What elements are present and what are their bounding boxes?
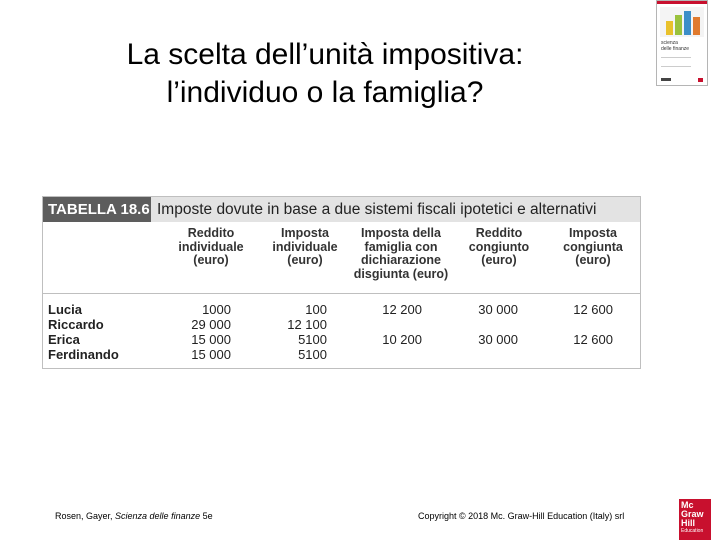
cell-lucia-imposta-congiunta: 12 600 <box>573 302 613 317</box>
cell-erica-reddito-individuale: 15 000 <box>191 332 231 347</box>
column-header-reddito-congiunto: Reddito congiunto (euro) <box>468 226 530 267</box>
tax-table <box>42 196 641 369</box>
footer-copyright: Copyright © 2018 Mc. Graw-Hill Education (Italy) srl <box>418 511 625 521</box>
footer-authors: Rosen, Gayer, <box>55 511 116 521</box>
cover-logo-mark <box>698 78 703 82</box>
mcgraw-hill-logo <box>679 499 711 540</box>
cell-ferdinando-imposta-individuale: 5100 <box>298 347 327 362</box>
cover-publisher-mark <box>661 78 671 81</box>
row-name-riccardo: Riccardo <box>48 317 104 332</box>
book-cover-thumbnail <box>656 0 708 86</box>
column-header-imposta-individuale: Imposta individuale (euro) <box>272 226 338 267</box>
slide-title-line-1: La scelta dell’unità impositiva: <box>126 38 524 71</box>
row-name-erica: Erica <box>48 332 80 347</box>
logo-line-4: Education <box>681 528 704 534</box>
cell-erica-reddito-congiunto: 30 000 <box>478 332 518 347</box>
table-caption: Imposte dovute in base a due sistemi fiscali ipotetici e alternativi <box>157 201 597 218</box>
logo-line-1: Mc <box>681 500 694 510</box>
cover-authors-lines <box>661 57 691 67</box>
cell-erica-imposta-disgiunta: 10 200 <box>382 332 422 347</box>
cell-lucia-imposta-disgiunta: 12 200 <box>382 302 422 317</box>
cover-title-line-1: scienza <box>661 40 678 46</box>
cover-chart-art <box>660 7 704 37</box>
logo-line-2: Graw <box>681 509 704 519</box>
cell-erica-imposta-individuale: 5100 <box>298 332 327 347</box>
cover-footer <box>661 78 703 82</box>
table-number-label: TABELLA 18.6 <box>43 197 151 222</box>
footer-book-title: Scienza delle finanze <box>115 511 201 521</box>
column-header-reddito-individuale: Reddito individuale (euro) <box>178 226 244 267</box>
row-name-ferdinando: Ferdinando <box>48 347 119 362</box>
column-header-imposta-disgiunta: Imposta della famiglia con dichiarazione disgiunta (euro) <box>353 226 449 281</box>
cover-red-stripe <box>657 1 707 4</box>
cell-riccardo-reddito-individuale: 29 000 <box>191 317 231 332</box>
cell-lucia-imposta-individuale: 100 <box>305 302 327 317</box>
footer-citation <box>55 511 213 521</box>
slide-title <box>30 36 620 112</box>
cell-riccardo-imposta-individuale: 12 100 <box>287 317 327 332</box>
logo-line-3: Hill <box>681 518 696 528</box>
cell-ferdinando-reddito-individuale: 15 000 <box>191 347 231 362</box>
column-header-imposta-congiunta: Imposta congiunta (euro) <box>563 226 623 267</box>
cover-title-line-2: delle finanze <box>661 46 690 52</box>
row-name-lucia: Lucia <box>48 302 82 317</box>
cell-lucia-reddito-congiunto: 30 000 <box>478 302 518 317</box>
table-header-bar <box>43 197 640 222</box>
footer-edition: 5e <box>200 511 213 521</box>
table-header-divider <box>43 293 640 294</box>
slide-title-line-2: l’individuo o la famiglia? <box>166 76 484 109</box>
cell-erica-imposta-congiunta: 12 600 <box>573 332 613 347</box>
cell-lucia-reddito-individuale: 1000 <box>202 302 231 317</box>
